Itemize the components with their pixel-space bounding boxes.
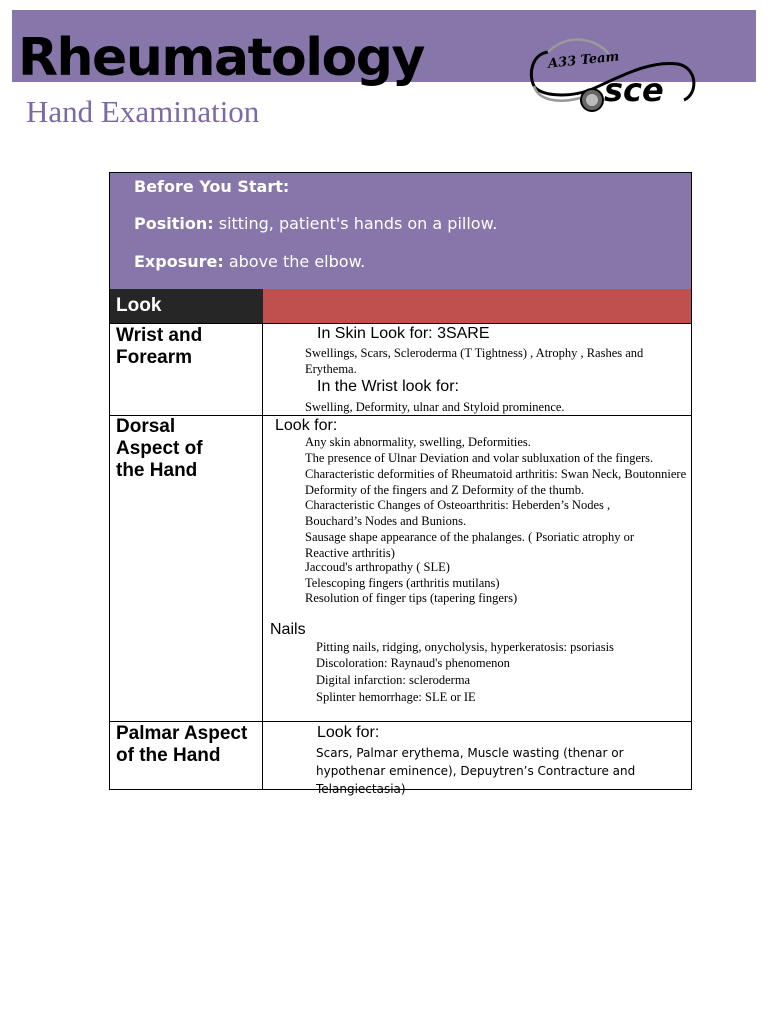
dorsal-item: Telescoping fingers (arthritis mutilans) bbox=[305, 576, 500, 590]
row-label-dorsal: Dorsal Aspect of the Hand bbox=[116, 416, 203, 481]
nails-heading: Nails bbox=[270, 621, 306, 638]
nails-item: Pitting nails, ridging, onycholysis, hyperkeratosis: psoriasis bbox=[316, 640, 614, 654]
page-title: Rheumatology bbox=[18, 28, 424, 88]
look-header: Look bbox=[110, 289, 263, 323]
intro-exposure: Exposure: above the elbow. bbox=[134, 252, 366, 271]
exam-table bbox=[109, 172, 692, 796]
skin-heading: In Skin Look for: 3SARE bbox=[317, 325, 490, 342]
column-divider bbox=[262, 323, 263, 789]
row-divider bbox=[110, 323, 691, 324]
palmar-heading: Look for: bbox=[317, 724, 380, 741]
nails-item: Discoloration: Raynaud's phenomenon bbox=[316, 656, 510, 670]
row-divider bbox=[110, 721, 691, 722]
logo-team-text: A33 Team bbox=[547, 49, 620, 72]
intro-position: Position: sitting, patient's hands on a pillow. bbox=[134, 214, 498, 233]
look-header-bar bbox=[263, 289, 691, 323]
row-label-palmar: Palmar Aspect of the Hand bbox=[116, 723, 248, 766]
dorsal-item: Sausage shape appearance of the phalanges. ( Psoriatic atrophy or Reactive arthritis) bbox=[305, 530, 635, 560]
nails-item: Digital infarction: scleroderma bbox=[316, 673, 471, 687]
dorsal-item: Resolution of finger tips (tapering fingers) bbox=[305, 591, 518, 605]
dorsal-item: Characteristic Changes of Osteoarthritis: Heberden’s Nodes , Bouchard’s Nodes and Bunions. bbox=[305, 498, 611, 528]
before-you-start-section bbox=[110, 173, 691, 289]
dorsal-item: Characteristic deformities of Rheumatoid arthritis: Swan Neck, Boutonniere Deformity of the fingers and Z Deformity of the thumb. bbox=[305, 467, 687, 497]
dorsal-item: The presence of Ulnar Deviation and volar subluxation of the fingers. bbox=[305, 451, 654, 465]
wrist-heading: In the Wrist look for: bbox=[317, 378, 459, 395]
page-subtitle: Hand Examination bbox=[26, 94, 260, 129]
dorsal-item: Jaccoud's arthropathy ( SLE) bbox=[305, 560, 450, 574]
palmar-text: Scars, Palmar erythema, Muscle wasting (thenar or hypothenar eminence), Depuytren’s Contracture and Telangiectasia) bbox=[316, 746, 636, 796]
dorsal-heading: Look for: bbox=[275, 417, 338, 434]
dorsal-item: Any skin abnormality, swelling, Deformities. bbox=[305, 435, 531, 449]
nails-item: Splinter hemorrhage: SLE or IE bbox=[316, 690, 476, 704]
intro-heading: Before You Start: bbox=[134, 177, 290, 196]
wrist-text: Swelling, Deformity, ulnar and Styloid prominence. bbox=[305, 400, 565, 414]
skin-text: Swellings, Scars, Scleroderma (T Tightness) , Atrophy , Rashes and Erythema. bbox=[305, 346, 644, 376]
row-label-wrist: Wrist and Forearm bbox=[116, 325, 203, 368]
logo-osce-text: sce bbox=[604, 71, 664, 109]
